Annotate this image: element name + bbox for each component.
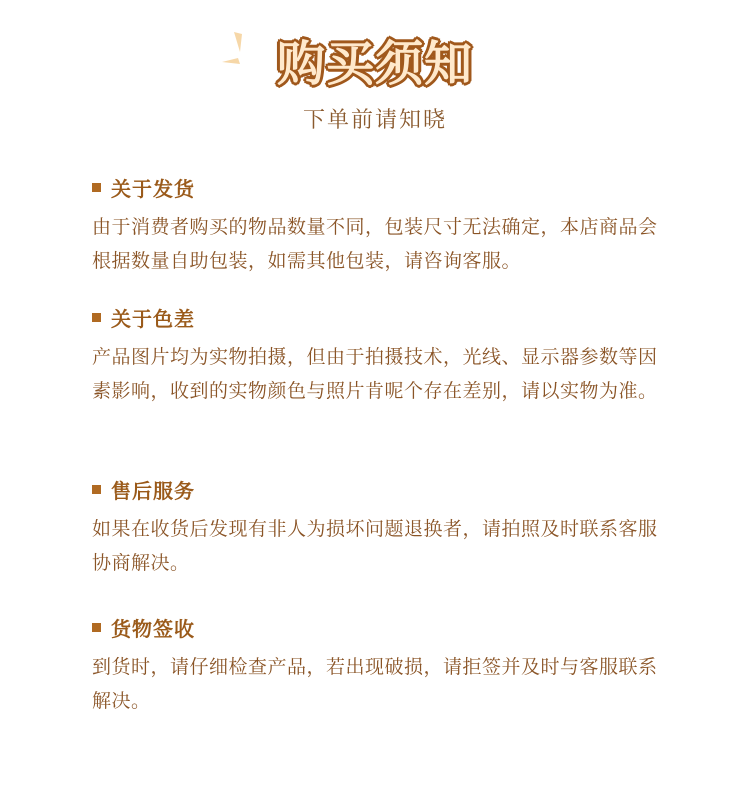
section-title: 关于发货 <box>111 176 195 201</box>
section-title: 关于色差 <box>111 306 195 331</box>
square-bullet-icon <box>92 313 101 322</box>
section-body: 由于消费者购买的物品数量不同，包装尺寸无法确定，本店商品会根据数量自助包装，如需其他包装，请咨询客服。 <box>92 216 658 272</box>
section-heading <box>92 472 672 506</box>
section-title: 售后服务 <box>111 478 195 503</box>
section-delivery-receipt <box>92 610 672 718</box>
square-bullet-icon <box>92 183 101 192</box>
section-color-difference <box>92 300 672 408</box>
section-heading <box>92 610 672 644</box>
square-bullet-icon <box>92 485 101 494</box>
section-body: 产品图片均为实物拍摄，但由于拍摄技术，光线、显示器参数等因素影响，收到的实物颜色与照片肯呢个存在差别，请以实物为准。 <box>92 346 658 402</box>
section-heading <box>92 170 672 204</box>
section-shipping <box>92 170 672 278</box>
section-body: 到货时，请仔细检查产品，若出现破损，请拒签并及时与客服联系解决。 <box>92 656 658 712</box>
section-after-sales <box>92 472 672 580</box>
section-heading <box>92 300 672 334</box>
square-bullet-icon <box>92 623 101 632</box>
page-subtitle: 下单前请知晓 <box>302 108 447 133</box>
header <box>0 0 750 150</box>
page-title: 购买须知 <box>276 36 473 92</box>
section-title: 货物签收 <box>111 616 195 641</box>
section-body: 如果在收货后发现有非人为损坏问题退换者，请拍照及时联系客服协商解决。 <box>92 518 658 574</box>
